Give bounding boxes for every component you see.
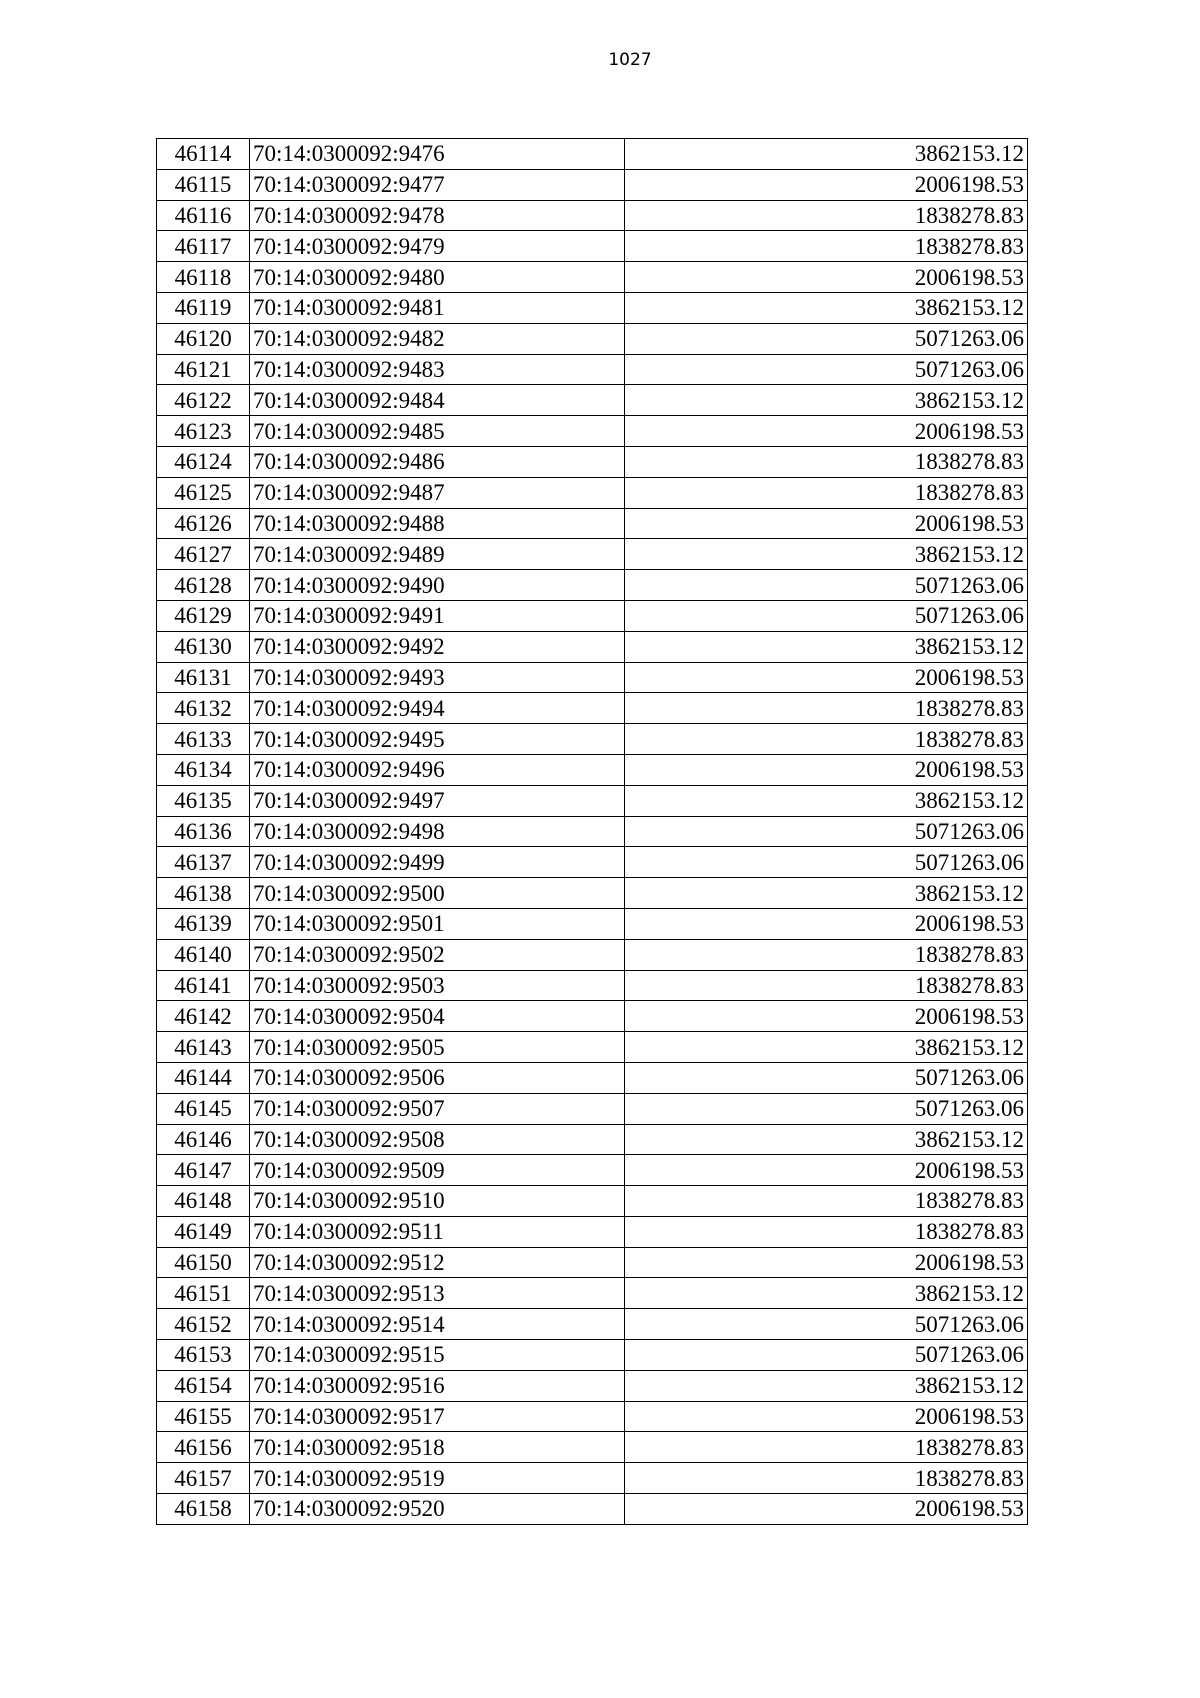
value-cell: 1838278.83 bbox=[625, 231, 1028, 262]
value-cell: 1838278.83 bbox=[625, 724, 1028, 755]
table-row bbox=[157, 662, 1028, 693]
table-row bbox=[157, 231, 1028, 262]
cadastral-number-cell: 70:14:0300092:9519 bbox=[250, 1463, 625, 1494]
cadastral-number-cell: 70:14:0300092:9482 bbox=[250, 323, 625, 354]
row-number-cell: 46137 bbox=[157, 847, 250, 878]
cadastral-number-cell: 70:14:0300092:9503 bbox=[250, 970, 625, 1001]
value-cell: 1838278.83 bbox=[625, 200, 1028, 231]
value-cell: 5071263.06 bbox=[625, 1062, 1028, 1093]
cadastral-number-cell: 70:14:0300092:9489 bbox=[250, 539, 625, 570]
table-row bbox=[157, 169, 1028, 200]
table-row bbox=[157, 878, 1028, 909]
cadastral-number-cell: 70:14:0300092:9518 bbox=[250, 1432, 625, 1463]
cadastral-number-cell: 70:14:0300092:9496 bbox=[250, 754, 625, 785]
cadastral-number-cell: 70:14:0300092:9512 bbox=[250, 1247, 625, 1278]
cadastral-number-cell: 70:14:0300092:9507 bbox=[250, 1093, 625, 1124]
row-number-cell: 46154 bbox=[157, 1370, 250, 1401]
table-row bbox=[157, 1062, 1028, 1093]
value-cell: 2006198.53 bbox=[625, 416, 1028, 447]
cadastral-number-cell: 70:14:0300092:9481 bbox=[250, 292, 625, 323]
cadastral-number-cell: 70:14:0300092:9498 bbox=[250, 816, 625, 847]
value-cell: 3862153.12 bbox=[625, 1370, 1028, 1401]
cadastral-number-cell: 70:14:0300092:9478 bbox=[250, 200, 625, 231]
cadastral-number-cell: 70:14:0300092:9485 bbox=[250, 416, 625, 447]
cadastral-number-cell: 70:14:0300092:9483 bbox=[250, 354, 625, 385]
value-cell: 5071263.06 bbox=[625, 1093, 1028, 1124]
row-number-cell: 46131 bbox=[157, 662, 250, 693]
row-number-cell: 46129 bbox=[157, 600, 250, 631]
value-cell: 5071263.06 bbox=[625, 323, 1028, 354]
row-number-cell: 46116 bbox=[157, 200, 250, 231]
table-row bbox=[157, 1370, 1028, 1401]
cadastral-number-cell: 70:14:0300092:9511 bbox=[250, 1216, 625, 1247]
table-row bbox=[157, 1340, 1028, 1371]
value-cell: 5071263.06 bbox=[625, 570, 1028, 601]
cadastral-number-cell: 70:14:0300092:9494 bbox=[250, 693, 625, 724]
registry-table bbox=[156, 138, 1028, 1525]
table-row bbox=[157, 816, 1028, 847]
value-cell: 3862153.12 bbox=[625, 1032, 1028, 1063]
cadastral-number-cell: 70:14:0300092:9517 bbox=[250, 1401, 625, 1432]
page-number: 1027 bbox=[608, 50, 652, 70]
cadastral-number-cell: 70:14:0300092:9504 bbox=[250, 1001, 625, 1032]
cadastral-number-cell: 70:14:0300092:9510 bbox=[250, 1186, 625, 1217]
value-cell: 5071263.06 bbox=[625, 1340, 1028, 1371]
cadastral-number-cell: 70:14:0300092:9488 bbox=[250, 508, 625, 539]
cadastral-number-cell: 70:14:0300092:9500 bbox=[250, 878, 625, 909]
value-cell: 1838278.83 bbox=[625, 446, 1028, 477]
row-number-cell: 46118 bbox=[157, 262, 250, 293]
cadastral-number-cell: 70:14:0300092:9502 bbox=[250, 939, 625, 970]
value-cell: 3862153.12 bbox=[625, 292, 1028, 323]
cadastral-number-cell: 70:14:0300092:9501 bbox=[250, 908, 625, 939]
row-number-cell: 46141 bbox=[157, 970, 250, 1001]
table-row bbox=[157, 1463, 1028, 1494]
value-cell: 2006198.53 bbox=[625, 1494, 1028, 1525]
table-row bbox=[157, 139, 1028, 170]
cadastral-number-cell: 70:14:0300092:9477 bbox=[250, 169, 625, 200]
table-row bbox=[157, 1155, 1028, 1186]
table-row bbox=[157, 446, 1028, 477]
table-row bbox=[157, 600, 1028, 631]
value-cell: 3862153.12 bbox=[625, 1278, 1028, 1309]
value-cell: 3862153.12 bbox=[625, 631, 1028, 662]
table-row bbox=[157, 1032, 1028, 1063]
cadastral-number-cell: 70:14:0300092:9520 bbox=[250, 1494, 625, 1525]
value-cell: 3862153.12 bbox=[625, 1124, 1028, 1155]
table-row bbox=[157, 847, 1028, 878]
row-number-cell: 46119 bbox=[157, 292, 250, 323]
value-cell: 3862153.12 bbox=[625, 878, 1028, 909]
value-cell: 1838278.83 bbox=[625, 693, 1028, 724]
row-number-cell: 46143 bbox=[157, 1032, 250, 1063]
row-number-cell: 46126 bbox=[157, 508, 250, 539]
value-cell: 1838278.83 bbox=[625, 1463, 1028, 1494]
value-cell: 1838278.83 bbox=[625, 1432, 1028, 1463]
cadastral-number-cell: 70:14:0300092:9514 bbox=[250, 1309, 625, 1340]
table-row bbox=[157, 693, 1028, 724]
row-number-cell: 46144 bbox=[157, 1062, 250, 1093]
table-row bbox=[157, 416, 1028, 447]
value-cell: 1838278.83 bbox=[625, 1216, 1028, 1247]
table-row bbox=[157, 354, 1028, 385]
row-number-cell: 46152 bbox=[157, 1309, 250, 1340]
row-number-cell: 46138 bbox=[157, 878, 250, 909]
table-row bbox=[157, 200, 1028, 231]
cadastral-number-cell: 70:14:0300092:9513 bbox=[250, 1278, 625, 1309]
value-cell: 5071263.06 bbox=[625, 847, 1028, 878]
row-number-cell: 46120 bbox=[157, 323, 250, 354]
row-number-cell: 46114 bbox=[157, 139, 250, 170]
row-number-cell: 46123 bbox=[157, 416, 250, 447]
table-row bbox=[157, 1186, 1028, 1217]
table-row bbox=[157, 724, 1028, 755]
row-number-cell: 46124 bbox=[157, 446, 250, 477]
cadastral-number-cell: 70:14:0300092:9516 bbox=[250, 1370, 625, 1401]
cadastral-number-cell: 70:14:0300092:9490 bbox=[250, 570, 625, 601]
cadastral-number-cell: 70:14:0300092:9495 bbox=[250, 724, 625, 755]
cadastral-number-cell: 70:14:0300092:9480 bbox=[250, 262, 625, 293]
table-row bbox=[157, 1278, 1028, 1309]
table-row bbox=[157, 908, 1028, 939]
row-number-cell: 46155 bbox=[157, 1401, 250, 1432]
row-number-cell: 46134 bbox=[157, 754, 250, 785]
cadastral-number-cell: 70:14:0300092:9484 bbox=[250, 385, 625, 416]
value-cell: 2006198.53 bbox=[625, 908, 1028, 939]
value-cell: 2006198.53 bbox=[625, 508, 1028, 539]
registry-table-body bbox=[157, 139, 1028, 1525]
table-row bbox=[157, 570, 1028, 601]
table-row bbox=[157, 1124, 1028, 1155]
cadastral-number-cell: 70:14:0300092:9509 bbox=[250, 1155, 625, 1186]
cadastral-number-cell: 70:14:0300092:9506 bbox=[250, 1062, 625, 1093]
table-row bbox=[157, 323, 1028, 354]
row-number-cell: 46122 bbox=[157, 385, 250, 416]
value-cell: 2006198.53 bbox=[625, 1401, 1028, 1432]
table-row bbox=[157, 970, 1028, 1001]
row-number-cell: 46142 bbox=[157, 1001, 250, 1032]
table-row bbox=[157, 508, 1028, 539]
row-number-cell: 46150 bbox=[157, 1247, 250, 1278]
value-cell: 3862153.12 bbox=[625, 385, 1028, 416]
row-number-cell: 46153 bbox=[157, 1340, 250, 1371]
table-row bbox=[157, 385, 1028, 416]
value-cell: 1838278.83 bbox=[625, 477, 1028, 508]
value-cell: 2006198.53 bbox=[625, 1247, 1028, 1278]
table-row bbox=[157, 1216, 1028, 1247]
cadastral-number-cell: 70:14:0300092:9505 bbox=[250, 1032, 625, 1063]
value-cell: 1838278.83 bbox=[625, 970, 1028, 1001]
cadastral-number-cell: 70:14:0300092:9515 bbox=[250, 1340, 625, 1371]
row-number-cell: 46117 bbox=[157, 231, 250, 262]
row-number-cell: 46135 bbox=[157, 785, 250, 816]
value-cell: 2006198.53 bbox=[625, 662, 1028, 693]
table-row bbox=[157, 539, 1028, 570]
value-cell: 1838278.83 bbox=[625, 939, 1028, 970]
value-cell: 1838278.83 bbox=[625, 1186, 1028, 1217]
value-cell: 3862153.12 bbox=[625, 139, 1028, 170]
row-number-cell: 46115 bbox=[157, 169, 250, 200]
row-number-cell: 46151 bbox=[157, 1278, 250, 1309]
row-number-cell: 46156 bbox=[157, 1432, 250, 1463]
row-number-cell: 46125 bbox=[157, 477, 250, 508]
cadastral-number-cell: 70:14:0300092:9497 bbox=[250, 785, 625, 816]
row-number-cell: 46146 bbox=[157, 1124, 250, 1155]
row-number-cell: 46157 bbox=[157, 1463, 250, 1494]
table-row bbox=[157, 1001, 1028, 1032]
value-cell: 3862153.12 bbox=[625, 539, 1028, 570]
row-number-cell: 46158 bbox=[157, 1494, 250, 1525]
cadastral-number-cell: 70:14:0300092:9492 bbox=[250, 631, 625, 662]
table-row bbox=[157, 631, 1028, 662]
table-row bbox=[157, 262, 1028, 293]
row-number-cell: 46149 bbox=[157, 1216, 250, 1247]
row-number-cell: 46145 bbox=[157, 1093, 250, 1124]
row-number-cell: 46130 bbox=[157, 631, 250, 662]
value-cell: 2006198.53 bbox=[625, 1155, 1028, 1186]
cadastral-number-cell: 70:14:0300092:9486 bbox=[250, 446, 625, 477]
value-cell: 5071263.06 bbox=[625, 354, 1028, 385]
row-number-cell: 46147 bbox=[157, 1155, 250, 1186]
table-row bbox=[157, 1432, 1028, 1463]
table-row bbox=[157, 477, 1028, 508]
row-number-cell: 46139 bbox=[157, 908, 250, 939]
table-row bbox=[157, 939, 1028, 970]
cadastral-number-cell: 70:14:0300092:9508 bbox=[250, 1124, 625, 1155]
value-cell: 2006198.53 bbox=[625, 1001, 1028, 1032]
row-number-cell: 46140 bbox=[157, 939, 250, 970]
table-row bbox=[157, 1309, 1028, 1340]
cadastral-number-cell: 70:14:0300092:9499 bbox=[250, 847, 625, 878]
table-row bbox=[157, 1247, 1028, 1278]
cadastral-number-cell: 70:14:0300092:9493 bbox=[250, 662, 625, 693]
cadastral-number-cell: 70:14:0300092:9487 bbox=[250, 477, 625, 508]
table-row bbox=[157, 754, 1028, 785]
cadastral-number-cell: 70:14:0300092:9491 bbox=[250, 600, 625, 631]
value-cell: 5071263.06 bbox=[625, 816, 1028, 847]
row-number-cell: 46121 bbox=[157, 354, 250, 385]
row-number-cell: 46148 bbox=[157, 1186, 250, 1217]
table-row bbox=[157, 1494, 1028, 1525]
table-row bbox=[157, 1093, 1028, 1124]
row-number-cell: 46132 bbox=[157, 693, 250, 724]
cadastral-number-cell: 70:14:0300092:9479 bbox=[250, 231, 625, 262]
row-number-cell: 46133 bbox=[157, 724, 250, 755]
value-cell: 2006198.53 bbox=[625, 754, 1028, 785]
row-number-cell: 46128 bbox=[157, 570, 250, 601]
table-row bbox=[157, 785, 1028, 816]
value-cell: 3862153.12 bbox=[625, 785, 1028, 816]
row-number-cell: 46136 bbox=[157, 816, 250, 847]
value-cell: 5071263.06 bbox=[625, 1309, 1028, 1340]
row-number-cell: 46127 bbox=[157, 539, 250, 570]
table-row bbox=[157, 292, 1028, 323]
value-cell: 2006198.53 bbox=[625, 169, 1028, 200]
value-cell: 5071263.06 bbox=[625, 600, 1028, 631]
cadastral-number-cell: 70:14:0300092:9476 bbox=[250, 139, 625, 170]
value-cell: 2006198.53 bbox=[625, 262, 1028, 293]
table-row bbox=[157, 1401, 1028, 1432]
